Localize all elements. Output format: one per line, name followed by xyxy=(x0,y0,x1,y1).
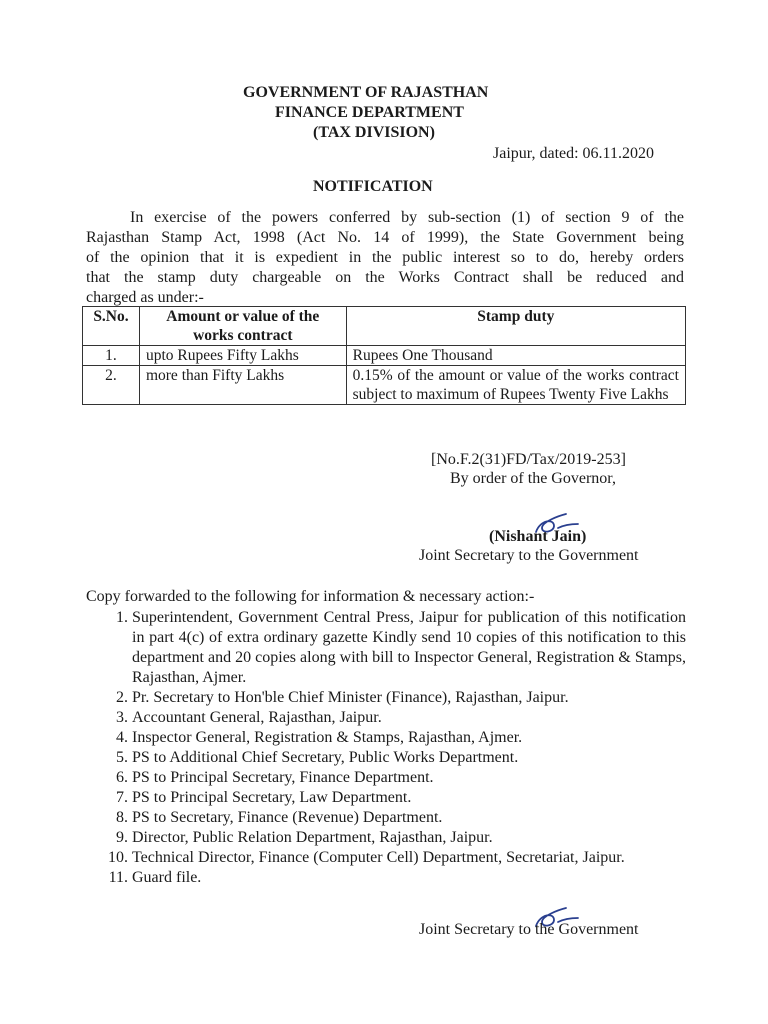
intro-line: that the stamp duty chargeable on the Works Contract shall be reduced and xyxy=(86,269,684,286)
signatory-designation: Joint Secretary to the Government xyxy=(419,547,639,564)
signatory-name: (Nishant Jain) xyxy=(489,528,587,545)
list-item-number: 11. xyxy=(108,869,128,886)
list-item-number: 6. xyxy=(116,769,128,786)
table-cell-amount: more than Fifty Lakhs xyxy=(139,366,346,405)
list-item xyxy=(86,868,686,888)
table-cell-sno: 1. xyxy=(83,346,140,366)
list-item-text: PS to Secretary, Finance (Revenue) Department. xyxy=(132,809,443,826)
list-item-text: Superintendent, Government Central Press, Jaipur for publication of this notification in part 4(c) of extra ordinary gazette Kindly send 10 copies of this notification to this department and 20 copies along with bill to Inspector General, Registration & Stamps, Rajasthan, Ajmer. xyxy=(132,609,686,686)
list-item xyxy=(86,788,686,808)
list-item-text: Pr. Secretary to Hon'ble Chief Minister (Finance), Rajasthan, Jaipur. xyxy=(132,689,569,706)
table-row xyxy=(83,366,686,405)
list-item-text: Director, Public Relation Department, Rajasthan, Jaipur. xyxy=(132,829,493,846)
department-header-govt: GOVERNMENT OF RAJASTHAN xyxy=(243,84,489,101)
list-item-text: PS to Principal Secretary, Law Department. xyxy=(132,789,412,806)
file-reference: [No.F.2(31)FD/Tax/2019-253] xyxy=(431,451,626,468)
place-date: Jaipur, dated: 06.11.2020 xyxy=(493,145,654,162)
intro-line: of the opinion that it is expedient in the public interest so to do, hereby orders xyxy=(86,249,684,266)
list-item xyxy=(86,728,686,748)
list-item-number: 9. xyxy=(116,829,128,846)
by-order-line: By order of the Governor, xyxy=(450,470,616,487)
table-header-amount: Amount or value of the works contract xyxy=(139,307,346,346)
list-item-number: 10. xyxy=(108,849,128,866)
table-header-stamp-duty: Stamp duty xyxy=(346,307,685,346)
list-item xyxy=(86,608,686,688)
list-item xyxy=(86,768,686,788)
intro-line: Rajasthan Stamp Act, 1998 (Act No. 14 of 1999), the State Government being xyxy=(86,229,684,246)
list-item-text: Accountant General, Rajasthan, Jaipur. xyxy=(132,709,382,726)
table-header-row xyxy=(83,307,686,346)
list-item xyxy=(86,708,686,728)
intro-line: charged as under:- xyxy=(86,289,204,306)
table-cell-stamp-duty: 0.15% of the amount or value of the works contract subject to maximum of Rupees Twenty Five Lakhs xyxy=(346,366,685,405)
list-item-text: Guard file. xyxy=(132,869,202,886)
notification-title: NOTIFICATION xyxy=(313,178,433,195)
table-cell-sno: 2. xyxy=(83,366,140,405)
stamp-duty-table xyxy=(82,306,686,405)
list-item-number: 7. xyxy=(116,789,128,806)
department-header-finance: FINANCE DEPARTMENT xyxy=(275,104,464,121)
table-header-sno: S.No. xyxy=(83,307,140,346)
copy-forwarded-intro: Copy forwarded to the following for information & necessary action:- xyxy=(86,588,535,605)
list-item-text: Inspector General, Registration & Stamps, Rajasthan, Ajmer. xyxy=(132,729,523,746)
list-item-number: 4. xyxy=(116,729,128,746)
intro-paragraph xyxy=(86,208,684,308)
list-item xyxy=(86,828,686,848)
list-item-text: PS to Principal Secretary, Finance Department. xyxy=(132,769,434,786)
intro-line: In exercise of the powers conferred by sub-section (1) of section 9 of the xyxy=(130,209,684,226)
list-item-number: 2. xyxy=(116,689,128,706)
list-item-number: 1. xyxy=(116,609,128,626)
list-item xyxy=(86,688,686,708)
list-item-number: 8. xyxy=(116,809,128,826)
department-header-division: (TAX DIVISION) xyxy=(313,124,435,141)
list-item-number: 3. xyxy=(116,709,128,726)
table-cell-stamp-duty: Rupees One Thousand xyxy=(346,346,685,366)
list-item-number: 5. xyxy=(116,749,128,766)
footer-designation: Joint Secretary to the Government xyxy=(419,921,639,938)
list-item-text: PS to Additional Chief Secretary, Public Works Department. xyxy=(132,749,519,766)
copy-list xyxy=(86,608,686,888)
list-item xyxy=(86,848,686,868)
list-item xyxy=(86,748,686,768)
table-cell-amount: upto Rupees Fifty Lakhs xyxy=(139,346,346,366)
list-item-text: Technical Director, Finance (Computer Cell) Department, Secretariat, Jaipur. xyxy=(132,849,625,866)
table-row xyxy=(83,346,686,366)
list-item xyxy=(86,808,686,828)
